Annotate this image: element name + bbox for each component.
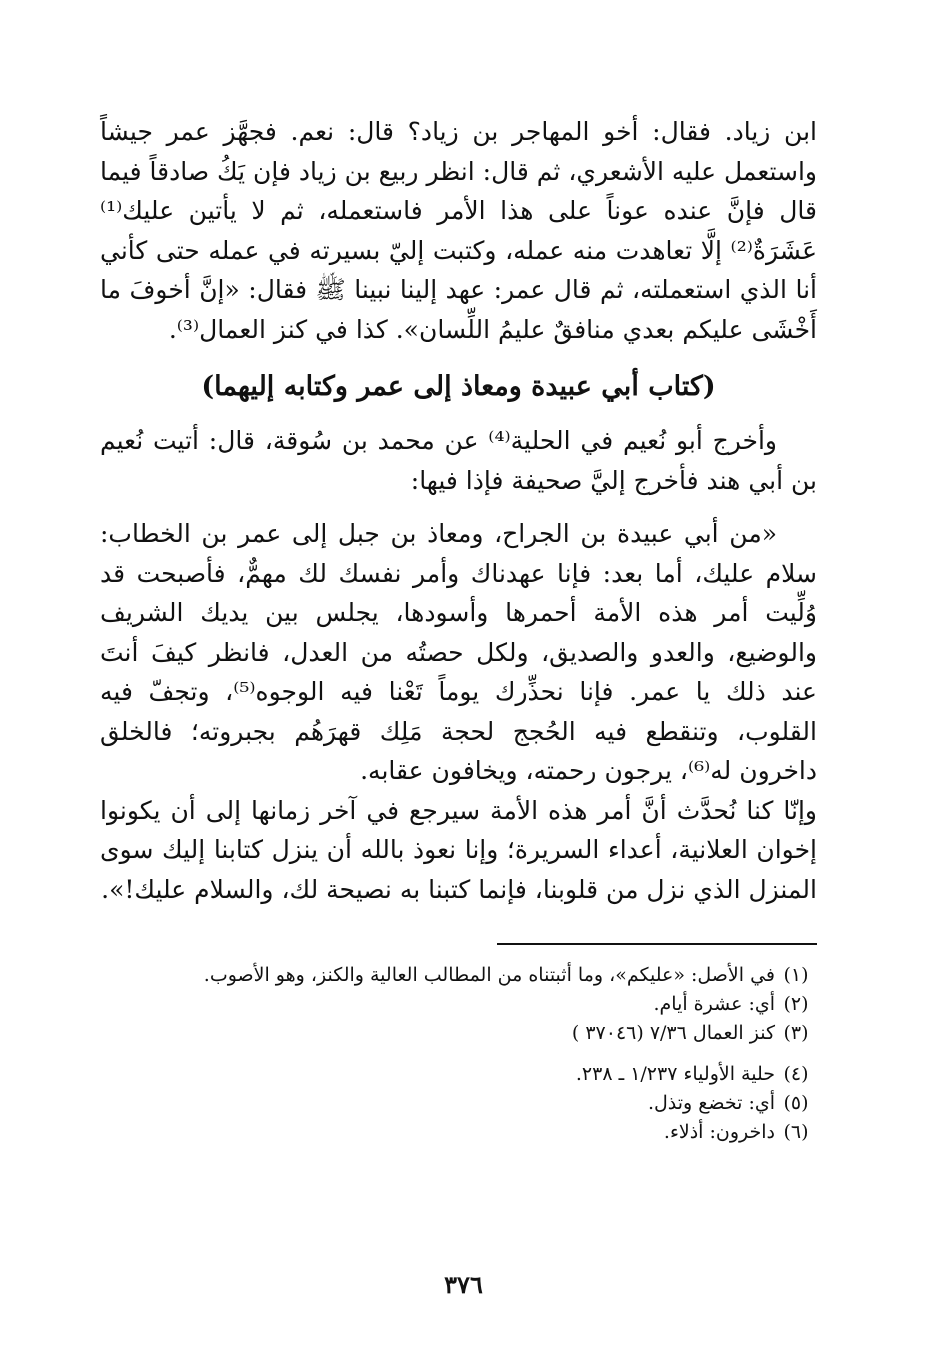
footnote-text: داخرون: أذلاء. (663, 1121, 775, 1143)
footnote-item (100, 1089, 817, 1118)
footnote-text: أي: تخضع وتذل. (647, 1092, 775, 1114)
page-number: ٣٧٦ (444, 1270, 483, 1299)
footnote-number: (١) (783, 964, 809, 986)
letter-paragraph-2: وإنّا كنا نُحدَّث أنَّ أمر هذه الأمة سيرجع في آخر زمانها إلى أن يكونوا إخوان العلانية، أعداء السريرة؛ وإنا نعوذ بالله أن ينزل كتابنا إليك سوى المنزل الذي نزل من قلوبنا، فإنما كتبنا به نصيحة لك، والسلام عليك!». (100, 795, 817, 904)
paragraph-gap (100, 500, 817, 514)
footnote-item (100, 961, 817, 990)
footnote-rule-wrap (100, 909, 817, 961)
letter-paragraph-1: «من أبي عبيدة بن الجراح، ومعاذ بن جبل إلى عمر بن الخطاب: سلام عليك، أما بعد: فإنا عهدناك وأمر نفسك لك مهمٌّ، فأصبحت قد وُلِّيت أمر هذه الأمة أحمرها وأسودها، يجلس بين يديك الشريف والوضيع، والعدو والصديق، ولكل حصتُه من العدل، فانظر كيفَ أنتَ عند ذلك يا عمر. فإنا نحذِّرك يوماً تَعْنا فيه الوجوه⁽⁵⁾، وتجفّ فيه القلوب، وتنقطع فيه الحُجج لحجة مَلِك قهرَهُم بجبروته؛ فالخلق داخرون له⁽⁶⁾، يرجون رحمته، ويخافون عقابه. (100, 519, 817, 785)
footnote-number: (٥) (783, 1092, 809, 1114)
footnote-number: (٦) (783, 1121, 809, 1143)
footnote-text: أي: عشرة أيام. (653, 993, 775, 1015)
footnote-item (100, 1019, 817, 1048)
footnote-text: حلية الأولياء ١/٢٣٧ ـ ٢٣٨. (575, 1063, 775, 1085)
footnote-number: (٣) (783, 1022, 809, 1044)
footnotes-list (100, 961, 817, 1147)
footnote-number: (٤) (783, 1063, 809, 1085)
footnote-number: (٢) (783, 993, 809, 1015)
footnote-item (100, 1118, 817, 1147)
footnote-item (100, 990, 817, 1019)
footnote-text: في الأصل: «عليكم»، وما أثبتناه من المطالب العالية والكنز، وهو الأصوب. (203, 964, 775, 986)
footnote-item (100, 1060, 817, 1089)
footnote-separator (497, 943, 817, 945)
body-paragraph-top: ابن زياد. فقال: أخو المهاجر بن زياد؟ قال: نعم. فجهَّز عمر جيشاً واستعمل عليه الأشعري، ثم قال: انظر ربيع بن زياد فإن يَكُ صادقاً فيما قال فإنَّ عنده عوناً على هذا الأمر فاستعمله، ثم لا يأتين عليك⁽¹⁾ عَشَرَةٌ⁽²⁾ إلَّا تعاهدت منه عمله، وكتبت إليّ بسيرته في عمله حتى كأني أنا الذي استعملته، ثم قال عمر: عهد إلينا نبينا ﷺ فقال: «إنَّ أخوفَ ما أَخْشَى عليكم بعدي منافقٌ عليمُ اللِّسان». كذا في كنز العمال⁽³⁾. (100, 117, 817, 344)
footnote-text: كنز العمال ٧/٣٦ (٣٧٠٤٦ ) (571, 1022, 775, 1044)
body-paragraph-intro: وأخرج أبو نُعيم في الحلية⁽⁴⁾ عن محمد بن سُوقة، قال: أتيت نُعيم بن أبي هند فأخرج إليَّ صحيفة فإذا فيها: (100, 426, 817, 495)
book-page (100, 112, 817, 1324)
section-heading: (كتاب أبي عبيدة ومعاذ إلى عمر وكتابه إليهما) (201, 371, 716, 402)
